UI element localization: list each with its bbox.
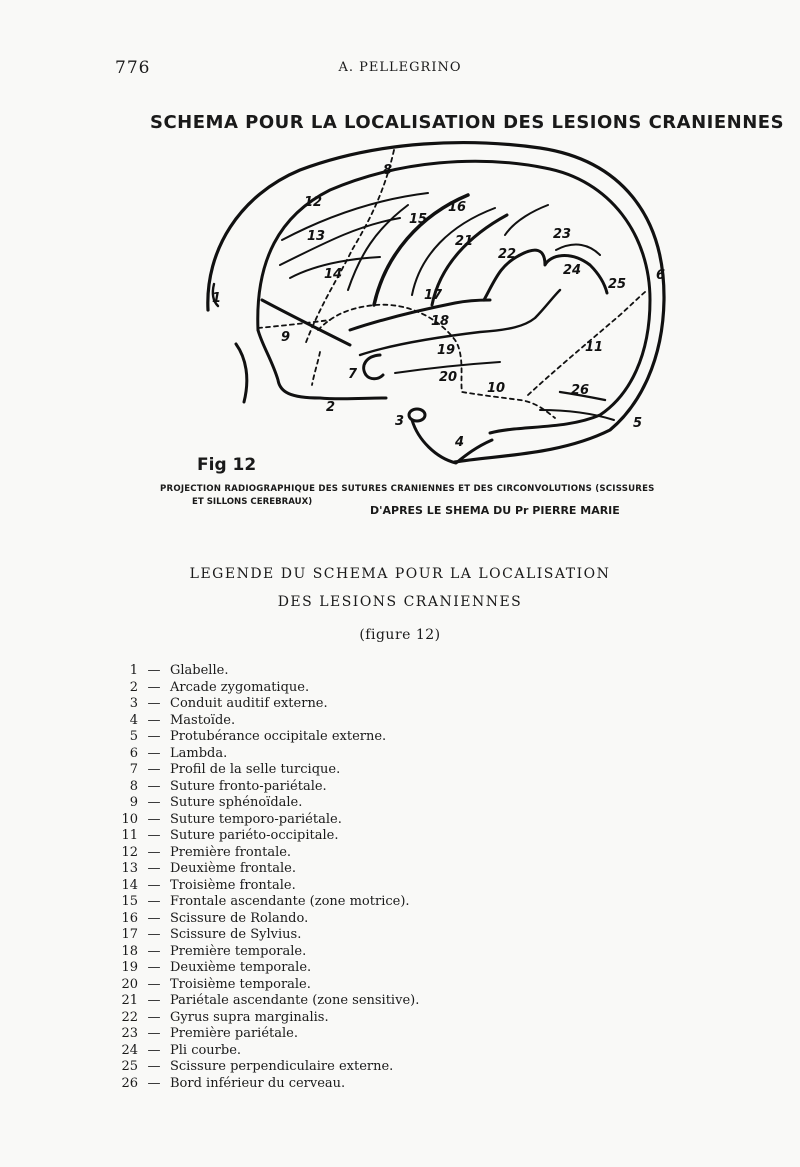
legend-item-number: 26 bbox=[121, 1075, 138, 1091]
legend-item-number: 21 bbox=[121, 993, 138, 1008]
legend-item-text: Gyrus supra marginalis. bbox=[170, 1009, 329, 1025]
legend-item-dash: — bbox=[147, 943, 161, 959]
marker-13: 13 bbox=[307, 229, 326, 244]
marker-22: 22 bbox=[498, 247, 517, 262]
legend-item-text: Troisième temporale. bbox=[170, 976, 311, 992]
running-head-author: A. PELLEGRINO bbox=[338, 60, 462, 75]
legend-item-dash: — bbox=[147, 960, 161, 975]
legend-item-number: 5 bbox=[129, 729, 138, 744]
legend-item-text: Troisième frontale. bbox=[170, 877, 296, 893]
marker-6: 6 bbox=[656, 268, 666, 283]
legend-item-number: 2 bbox=[129, 679, 138, 695]
legend-item-dash: — bbox=[147, 1059, 161, 1074]
figure-caption: PROJECTION RADIOGRAPHIQUE DES SUTURES CRANIENNES ET DES CIRCONVOLUTIONS (SCISSURES bbox=[160, 484, 655, 494]
legend-item bbox=[112, 1043, 419, 1060]
legend-item-text: Première temporale. bbox=[170, 943, 307, 959]
legend-item bbox=[112, 680, 419, 697]
marker-24: 24 bbox=[563, 263, 582, 278]
marker-25: 25 bbox=[608, 277, 627, 292]
legend-item-dash: — bbox=[147, 844, 161, 860]
legend-item-number: 7 bbox=[129, 762, 138, 777]
marker-21: 21 bbox=[455, 234, 474, 249]
running-head bbox=[0, 58, 800, 82]
figure-caption-continuation: ET SILLONS CEREBRAUX) bbox=[192, 497, 313, 507]
legend-item-number: 15 bbox=[121, 894, 138, 909]
marker-8: 8 bbox=[383, 163, 393, 178]
legend-item-text: Pariétale ascendante (zone sensitive). bbox=[170, 993, 420, 1008]
legend-item-text: Scissure de Rolando. bbox=[170, 910, 309, 926]
legend-item-text: Arcade zygomatique. bbox=[170, 679, 310, 695]
legend-item-text: Scissure de Sylvius. bbox=[170, 927, 302, 942]
legend-item bbox=[112, 1026, 419, 1043]
marker-11: 11 bbox=[585, 340, 604, 355]
legend-heading-line2: DES LESIONS CRANIENNES bbox=[277, 594, 523, 610]
legend-item bbox=[112, 944, 419, 961]
legend-item-number: 9 bbox=[129, 795, 138, 810]
legend-item bbox=[112, 713, 419, 730]
legend-item-number: 14 bbox=[121, 877, 138, 893]
legend-item-text: Frontale ascendante (zone motrice). bbox=[170, 894, 410, 909]
mastoid-outline bbox=[412, 420, 492, 463]
legend-item-dash: — bbox=[147, 976, 161, 992]
legend-item-dash: — bbox=[147, 679, 161, 695]
legend-item-text: Profil de la selle turcique. bbox=[170, 762, 341, 777]
legend-item-number: 16 bbox=[121, 910, 138, 926]
legend-item-dash: — bbox=[147, 663, 161, 678]
legend-item-dash: — bbox=[147, 877, 161, 893]
legend-item-number: 25 bbox=[121, 1059, 138, 1074]
marker-19: 19 bbox=[437, 343, 456, 358]
legend-item bbox=[112, 1010, 419, 1027]
legend-item-dash: — bbox=[147, 729, 161, 744]
figure-source: D'APRES LE SHEMA DU Pr PIERRE MARIE bbox=[370, 504, 620, 517]
legend-item-text: Suture temporo-pariétale. bbox=[170, 811, 342, 827]
legend-item-dash: — bbox=[147, 993, 161, 1008]
legend-item bbox=[112, 1076, 419, 1093]
legend-item bbox=[112, 878, 419, 895]
legend-item-dash: — bbox=[147, 1075, 161, 1091]
legend-item-number: 12 bbox=[121, 844, 138, 860]
legend-item bbox=[112, 663, 419, 680]
skull-brain-schema bbox=[0, 120, 800, 480]
zygomatic-arch bbox=[320, 398, 386, 399]
legend-subheading: (figure 12) bbox=[359, 627, 441, 643]
marker-3: 3 bbox=[395, 414, 405, 429]
marker-23: 23 bbox=[553, 227, 572, 242]
page-number: 776 bbox=[115, 58, 151, 78]
legend-item bbox=[112, 795, 419, 812]
marker-16: 16 bbox=[448, 200, 467, 215]
marker-17: 17 bbox=[424, 288, 443, 303]
legend-item bbox=[112, 779, 419, 796]
marker-5: 5 bbox=[633, 416, 643, 431]
marker-15: 15 bbox=[409, 212, 428, 227]
legend-item-dash: — bbox=[147, 1009, 161, 1025]
legend-list bbox=[112, 663, 419, 1092]
legend-item-dash: — bbox=[147, 745, 161, 761]
legend-item bbox=[112, 828, 419, 845]
legend-item-dash: — bbox=[147, 778, 161, 794]
legend-item-text: Deuxième frontale. bbox=[170, 861, 297, 876]
legend-item-text: Deuxième temporale. bbox=[170, 960, 312, 975]
marker-14: 14 bbox=[324, 267, 343, 282]
figure-label: Fig 12 bbox=[197, 455, 257, 475]
legend-item bbox=[112, 894, 419, 911]
legend-item-number: 24 bbox=[121, 1042, 138, 1058]
legend-item-text: Protubérance occipitale externe. bbox=[170, 729, 387, 744]
legend-item-number: 23 bbox=[121, 1026, 138, 1041]
legend-item bbox=[112, 762, 419, 779]
legend-item-dash: — bbox=[147, 712, 161, 728]
marker-2: 2 bbox=[326, 400, 336, 415]
legend-item-text: Mastoïde. bbox=[170, 712, 236, 728]
legend-item bbox=[112, 1059, 419, 1076]
legend-item-number: 19 bbox=[121, 960, 138, 975]
legend-heading: LEGENDE DU SCHEMA POUR LA LOCALISATION bbox=[189, 566, 611, 582]
legend-item bbox=[112, 993, 419, 1010]
legend-item-text: Suture sphénoïdale. bbox=[170, 795, 303, 810]
marker-7: 7 bbox=[348, 367, 358, 382]
marker-18: 18 bbox=[431, 314, 450, 329]
legend-item-dash: — bbox=[147, 795, 161, 810]
legend-item-dash: — bbox=[147, 696, 161, 711]
legend-item-dash: — bbox=[147, 861, 161, 876]
legend-item bbox=[112, 927, 419, 944]
legend-item bbox=[112, 746, 419, 763]
legend-item bbox=[112, 729, 419, 746]
marker-4: 4 bbox=[455, 435, 465, 450]
legend-item bbox=[112, 861, 419, 878]
marker-20: 20 bbox=[439, 370, 458, 385]
legend-item-dash: — bbox=[147, 894, 161, 909]
marker-12: 12 bbox=[304, 195, 323, 210]
legend-item-number: 10 bbox=[121, 811, 138, 827]
legend-item bbox=[112, 845, 419, 862]
legend-item-text: Suture fronto-pariétale. bbox=[170, 778, 327, 794]
legend-item-number: 4 bbox=[129, 712, 138, 728]
marker-10: 10 bbox=[487, 381, 506, 396]
legend-item-text: Bord inférieur du cerveau. bbox=[170, 1075, 346, 1091]
legend-item-number: 20 bbox=[121, 976, 138, 992]
legend-item-text: Scissure perpendiculaire externe. bbox=[170, 1059, 394, 1074]
legend-item-text: Suture pariéto-occipitale. bbox=[170, 828, 339, 843]
glabella-curve bbox=[236, 344, 247, 402]
legend-item-dash: — bbox=[147, 1026, 161, 1041]
legend-item-dash: — bbox=[147, 1042, 161, 1058]
marker-9: 9 bbox=[281, 330, 291, 345]
legend-item-text: Glabelle. bbox=[170, 663, 229, 678]
legend-item-dash: — bbox=[147, 828, 161, 843]
legend-item-text: Première frontale. bbox=[170, 844, 292, 860]
legend-item bbox=[112, 696, 419, 713]
legend-item-dash: — bbox=[147, 927, 161, 942]
legend-item-number: 22 bbox=[121, 1009, 138, 1025]
legend-item bbox=[112, 812, 419, 829]
legend-item-dash: — bbox=[147, 811, 161, 827]
legend-item bbox=[112, 911, 419, 928]
legend-item-number: 13 bbox=[121, 861, 138, 876]
marker-26: 26 bbox=[571, 383, 590, 398]
legend-item-text: Lambda. bbox=[170, 745, 228, 761]
legend-item-number: 8 bbox=[129, 778, 138, 794]
legend-item-number: 17 bbox=[121, 927, 138, 942]
legend-item-text: Première pariétale. bbox=[170, 1026, 298, 1041]
legend-item-number: 11 bbox=[121, 828, 138, 843]
legend-item bbox=[112, 960, 419, 977]
marker-1: 1 bbox=[212, 291, 222, 306]
legend-item bbox=[112, 977, 419, 994]
legend-item-number: 18 bbox=[121, 943, 138, 959]
sella-turcica bbox=[364, 355, 383, 379]
legend-item-number: 1 bbox=[129, 663, 138, 678]
figure-title: SCHEMA POUR LA LOCALISATION DES LESIONS CRANIENNES bbox=[150, 112, 785, 133]
legend-item-dash: — bbox=[147, 762, 161, 777]
legend-item-text: Pli courbe. bbox=[170, 1042, 242, 1058]
legend-item-text: Conduit auditif externe. bbox=[170, 696, 328, 711]
legend-item-number: 3 bbox=[129, 696, 138, 711]
legend-item-dash: — bbox=[147, 910, 161, 926]
legend-item-number: 6 bbox=[129, 745, 138, 761]
